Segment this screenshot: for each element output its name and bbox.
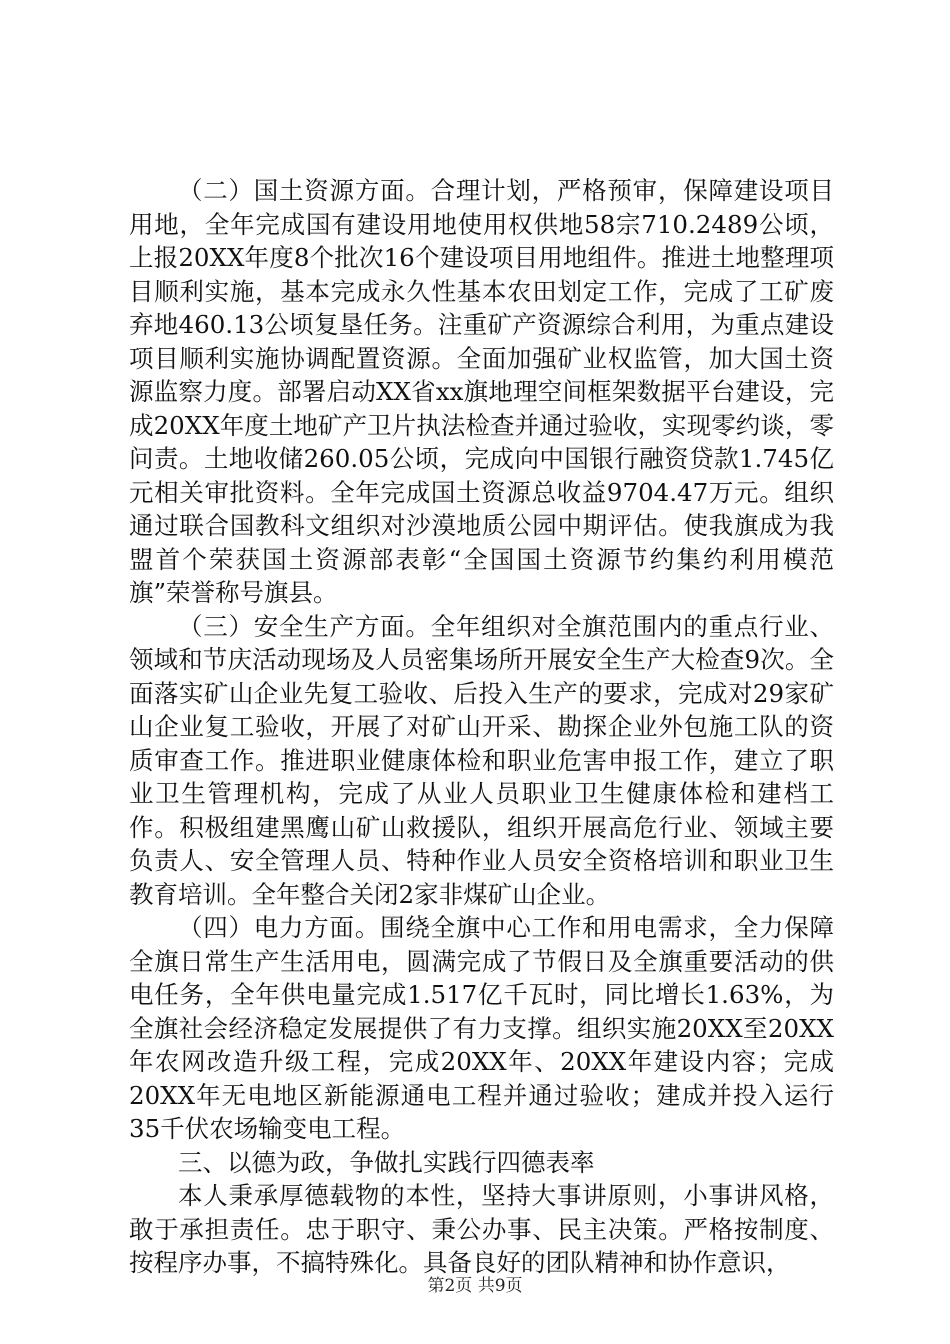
page-number-footer: 第2页 共9页 [427, 1276, 523, 1296]
paragraph-land-resources: （二）国土资源方面。合理计划，严格预审，保障建设项目用地，全年完成国有建设用地使用权供地58宗710.2489公顷，上报20XX年度8个批次16个建设项目用地组件。推进土地整理项目顺利实施，基本完成永久性基本农田划定工作，完成了工矿废弃地460.13公顷复垦任务。注重矿产资源综合利用，为重点建设项目顺利实施协调配置资源。全面加强矿业权监管，加大国土资源监察力度。部署启动XX省xx旗地理空间框架数据平台建设，完成20XX年度土地矿产卫片执法检查并通过验收，实现零约谈，零问责。土地收储260.05公顷，完成向中国银行融资贷款1.745亿元相关审批资料。全年完成国土资源总收益9704.47万元。组织通过联合国教科文组织对沙漠地质公园中期评估。使我旗成为我盟首个荣获国土资源部表彰“全国国土资源节约集约利用模范旗”荣誉称号旗县。 [129, 176, 834, 607]
paragraph-electric-power: （四）电力方面。围绕全旗中心工作和用电需求，全力保障全旗日常生产生活用电，圆满完成了节假日及全旗重要活动的供电任务，全年供电量完成1.517亿千瓦时，同比增长1.63%，为全旗社会经济稳定发展提供了有力支撑。组织实施20XX至20XX年农网改造升级工程，完成20XX年、20XX年建设内容；完成20XX年无电地区新能源通电工程并通过验收；建成并投入运行35千伏农场输变电工程。 [129, 913, 834, 1143]
document-body [129, 174, 834, 1280]
section-heading-three: 三、以德为政，争做扎实践行四德表率 [178, 1147, 595, 1177]
paragraph-personal-virtue: 本人秉承厚德载物的本性，坚持大事讲原则，小事讲风格，敢于承担责任。忠于职守、秉公办事、民主决策。严格按制度、按程序办事，不搞特殊化。具备良好的团队精神和协作意识， [129, 1181, 834, 1277]
paragraph-production-safety: （三）安全生产方面。全年组织对全旗范围内的重点行业、领域和节庆活动现场及人员密集场所开展安全生产大检查9次。全面落实矿山企业先复工验收、后投入生产的要求，完成对29家矿山企业复工验收，开展了对矿山开采、勘探企业外包施工队的资质审查工作。推进职业健康体检和职业危害申报工作，建立了职业卫生管理机构，完成了从业人员职业卫生健康体检和建档工作。积极组建黑鹰山矿山救援队，组织开展高危行业、领域主要负责人、安全管理人员、特种作业人员安全资格培训和职业卫生教育培训。全年整合关闭2家非煤矿山企业。 [129, 611, 834, 909]
